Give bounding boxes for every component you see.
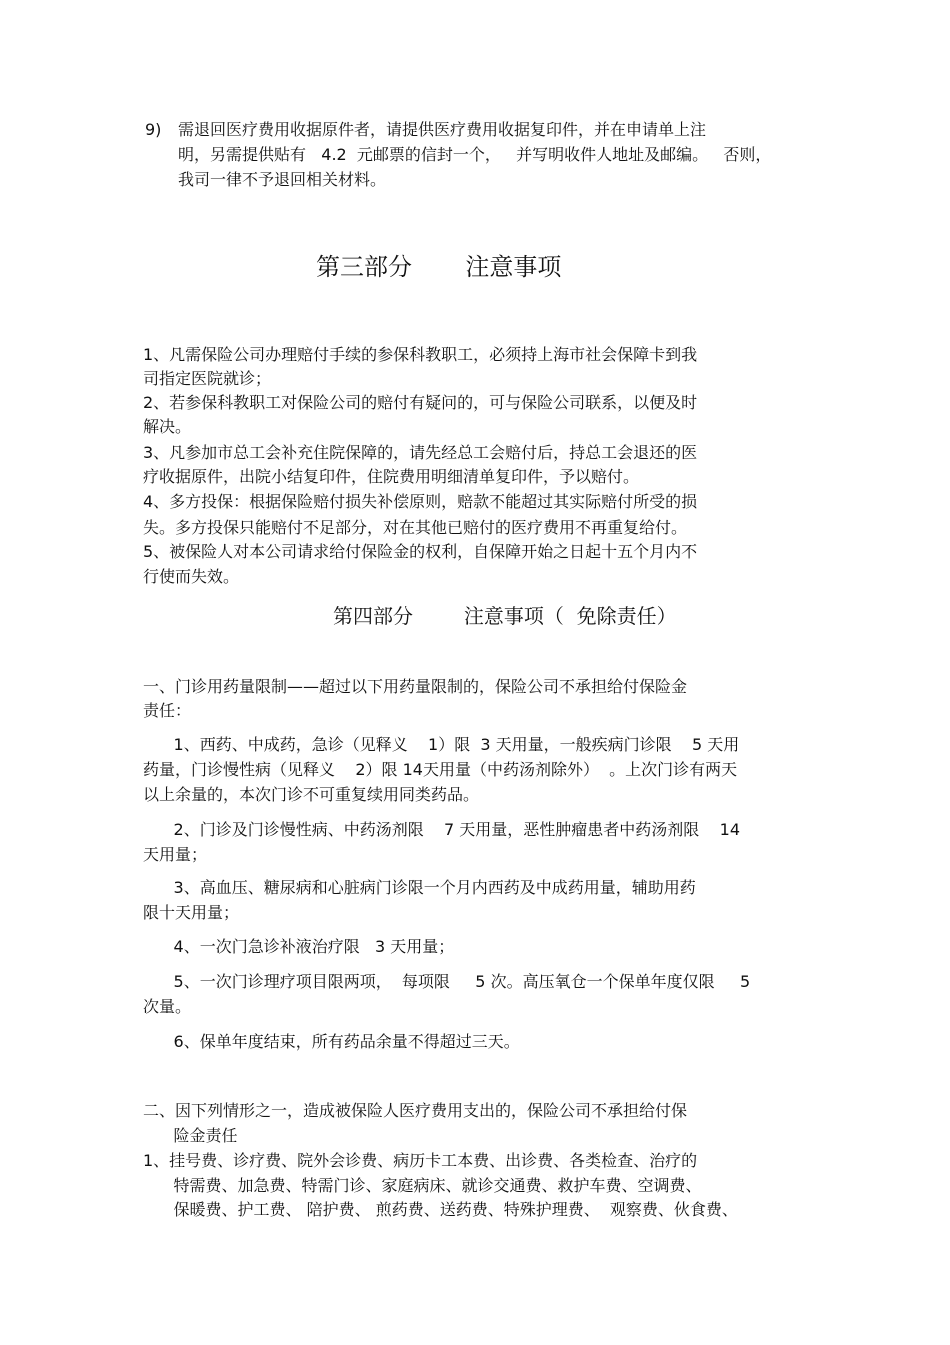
section-2-line: 险金责任 — [143, 1126, 238, 1145]
section-2-line: 保暖费、护工费、 陪护费、 煎药费、送药费、特殊护理费、 观察费、伙食费、 — [143, 1200, 738, 1219]
part-3-title: 第三部分 注意事项 — [316, 253, 562, 281]
part-3-line: 1、凡需保险公司办理赔付手续的参保科教职工，必须持上海市社会保障卡到我 — [143, 345, 698, 364]
section-1-item-2: 2、门诊及门诊慢性病、中药汤剂限 7 天用量，恶性肿瘤患者中药汤剂限 14 — [143, 820, 741, 839]
section-1-item-1: 药量，门诊慢性病（见释义 2）限 14天用量（中药汤剂除外） 。上次门诊有两天 — [143, 760, 738, 779]
section-2-line: 二、因下列情形之一，造成被保险人医疗费用支出的，保险公司不承担给付保 — [143, 1101, 688, 1120]
item-9-line-2: 明，另需提供贴有 4.2 元邮票的信封一个， 并写明收件人地址及邮编。 否则， — [178, 145, 772, 164]
section-1-line: 一、门诊用药量限制——超过以下用药量限制的，保险公司不承担给付保险金 — [143, 677, 688, 696]
section-1-item-6: 6、保单年度结束，所有药品余量不得超过三天。 — [143, 1032, 520, 1051]
part-4-title: 第四部分 注意事项（ 免除责任） — [333, 604, 677, 628]
section-2-line: 特需费、加急费、特需门诊、家庭病床、就诊交通费、救护车费、空调费、 — [143, 1176, 702, 1195]
item-9-number: 9) — [145, 120, 162, 139]
section-2-line: 1、挂号费、诊疗费、院外会诊费、病历卡工本费、出诊费、各类检查、治疗的 — [143, 1151, 698, 1170]
section-1-line: 责任： — [143, 701, 192, 720]
section-1-item-5: 次量。 — [143, 997, 192, 1016]
part-3-line: 疗收据原件，出院小结复印件，住院费用明细清单复印件，予以赔付。 — [143, 467, 640, 486]
section-1-item-3: 限十天用量； — [143, 903, 240, 922]
section-1-item-3: 3、高血压、糖尿病和心脏病门诊限一个月内西药及中成药用量，辅助用药 — [143, 878, 696, 897]
part-3-line: 行使而失效。 — [143, 567, 240, 586]
section-1-item-1: 以上余量的，本次门诊不可重复续用同类药品。 — [143, 785, 480, 804]
section-1-item-2: 天用量； — [143, 845, 208, 864]
item-9-line-1: 需退回医疗费用收据原件者，请提供医疗费用收据复印件，并在申请单上注 — [178, 120, 707, 139]
part-3-line: 3、凡参加市总工会补充住院保障的，请先经总工会赔付后，持总工会退还的医 — [143, 443, 698, 462]
part-3-line: 2、若参保科教职工对保险公司的赔付有疑问的，可与保险公司联系，以便及时 — [143, 393, 698, 412]
part-3-line: 失。多方投保只能赔付不足部分，对在其他已赔付的医疗费用不再重复给付。 — [143, 518, 688, 537]
item-9-line-3: 我司一律不予退回相关材料。 — [178, 170, 387, 189]
part-3-line: 4、多方投保：根据保险赔付损失补偿原则，赔款不能超过其实际赔付所受的损 — [143, 492, 698, 511]
section-1-item-4: 4、一次门急诊补液治疗限 3 天用量； — [143, 937, 455, 956]
part-3-line: 5、被保险人对本公司请求给付保险金的权利，自保障开始之日起十五个月内不 — [143, 542, 698, 561]
part-3-line: 司指定医院就诊； — [143, 369, 272, 388]
section-1-item-1: 1、西药、中成药，急诊（见释义 1）限 3 天用量，一般疾病门诊限 5 天用 — [143, 735, 740, 754]
section-1-item-5: 5、一次门诊理疗项目限两项， 每项限 5 次。高压氧仓一个保单年度仅限 5 — [143, 972, 751, 991]
part-3-line: 解决。 — [143, 417, 192, 436]
